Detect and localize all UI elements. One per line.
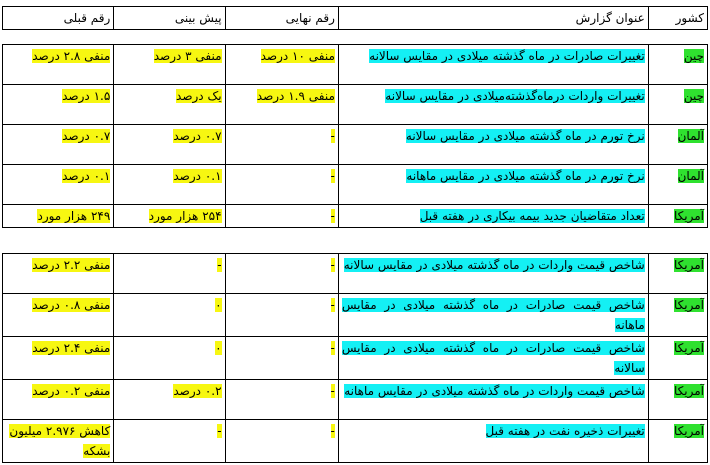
cell-title: تغییرات ذخیره نفت در هفته قبل [338, 420, 648, 463]
cell-country: آمریکا [648, 420, 707, 463]
cell-country: آمریکا [648, 294, 707, 337]
header-previous: رقم قبلی [3, 7, 114, 30]
economic-calendar-table-bottom [2, 253, 708, 463]
cell-forecast: ۰.۷ درصد [114, 125, 225, 165]
table-row [3, 125, 708, 165]
header-title: عنوان گزارش [338, 7, 648, 30]
cell-country: آمریکا [648, 254, 707, 294]
table-row [3, 45, 708, 85]
table-row [3, 337, 708, 380]
cell-title: شاخص قیمت صادرات در ماه گذشته میلادی در مقایس سالانه [338, 337, 648, 380]
cell-title: نرخ تورم در ماه گذشته میلادی در مقایس سالانه [338, 125, 648, 165]
cell-previous: کاهش ۲.۹۷۶ میلیون بشکه [3, 420, 114, 463]
economic-calendar-table-top [2, 6, 708, 228]
cell-final: منفی ۱۰ درصد [225, 45, 338, 85]
cell-country: آلمان [648, 125, 707, 165]
cell-final: - [225, 420, 338, 463]
cell-final: - [225, 165, 338, 205]
table-row [3, 254, 708, 294]
cell-country: آلمان [648, 165, 707, 205]
cell-title: شاخص قیمت صادرات در ماه گذشته میلادی در مقایس ماهانه [338, 294, 648, 337]
cell-title: نرخ تورم در ماه گذشته میلادی در مقایس ماهانه [338, 165, 648, 205]
cell-previous: ۰.۷ درصد [3, 125, 114, 165]
cell-previous: منفی ۰.۸ درصد [3, 294, 114, 337]
table-row [3, 85, 708, 125]
cell-final: منفی ۱.۹ درصد [225, 85, 338, 125]
cell-forecast: یک درصد [114, 85, 225, 125]
cell-final: - [225, 205, 338, 228]
header-forecast: پیش بینی [114, 7, 225, 30]
spacer-row [3, 30, 708, 45]
cell-forecast: منفی ۳ درصد [114, 45, 225, 85]
cell-country: چین [648, 85, 707, 125]
table-row [3, 205, 708, 228]
cell-previous: منفی ۲.۲ درصد [3, 254, 114, 294]
cell-forecast: ۲۵۴ هزار مورد [114, 205, 225, 228]
cell-final: - [225, 294, 338, 337]
cell-forecast: ۰.۱ درصد [114, 165, 225, 205]
cell-title: شاخص قیمت واردات در ماه گذشته میلادی در مقایس ماهانه [338, 380, 648, 420]
cell-forecast: ۰ [114, 294, 225, 337]
cell-final: - [225, 337, 338, 380]
cell-country: آمریکا [648, 337, 707, 380]
cell-title: شاخص قیمت واردات در ماه گذشته میلادی در مقایس سالانه [338, 254, 648, 294]
header-final: رقم نهایی [225, 7, 338, 30]
cell-country: آمریکا [648, 205, 707, 228]
cell-country: آمریکا [648, 380, 707, 420]
cell-final: - [225, 254, 338, 294]
cell-previous: منفی ۰.۲ درصد [3, 380, 114, 420]
table-header-row [3, 7, 708, 30]
cell-title: تغییرات صادرات در ماه گذشته میلادی در مقایس سالانه [338, 45, 648, 85]
cell-forecast: ۰ [114, 337, 225, 380]
cell-previous: منفی ۲.۸ درصد [3, 45, 114, 85]
table-row [3, 380, 708, 420]
table-row [3, 165, 708, 205]
cell-forecast: - [114, 420, 225, 463]
cell-previous: ۱.۵ درصد [3, 85, 114, 125]
table-row [3, 420, 708, 463]
cell-previous: ۰.۱ درصد [3, 165, 114, 205]
cell-previous: ۲۴۹ هزار مورد [3, 205, 114, 228]
table-row [3, 294, 708, 337]
cell-country: چین [648, 45, 707, 85]
cell-final: - [225, 380, 338, 420]
header-country: کشور [648, 7, 707, 30]
spacer-cell [3, 30, 708, 45]
cell-previous: منفی ۲.۴ درصد [3, 337, 114, 380]
cell-forecast: ۰.۲ درصد [114, 380, 225, 420]
cell-title: تعداد متقاضیان جدید بیمه بیکاری در هفته قبل [338, 205, 648, 228]
cell-title: تغییرات واردات درماه‌گذشته‌میلادی در مقایس سالانه [338, 85, 648, 125]
cell-forecast: - [114, 254, 225, 294]
cell-final: - [225, 125, 338, 165]
